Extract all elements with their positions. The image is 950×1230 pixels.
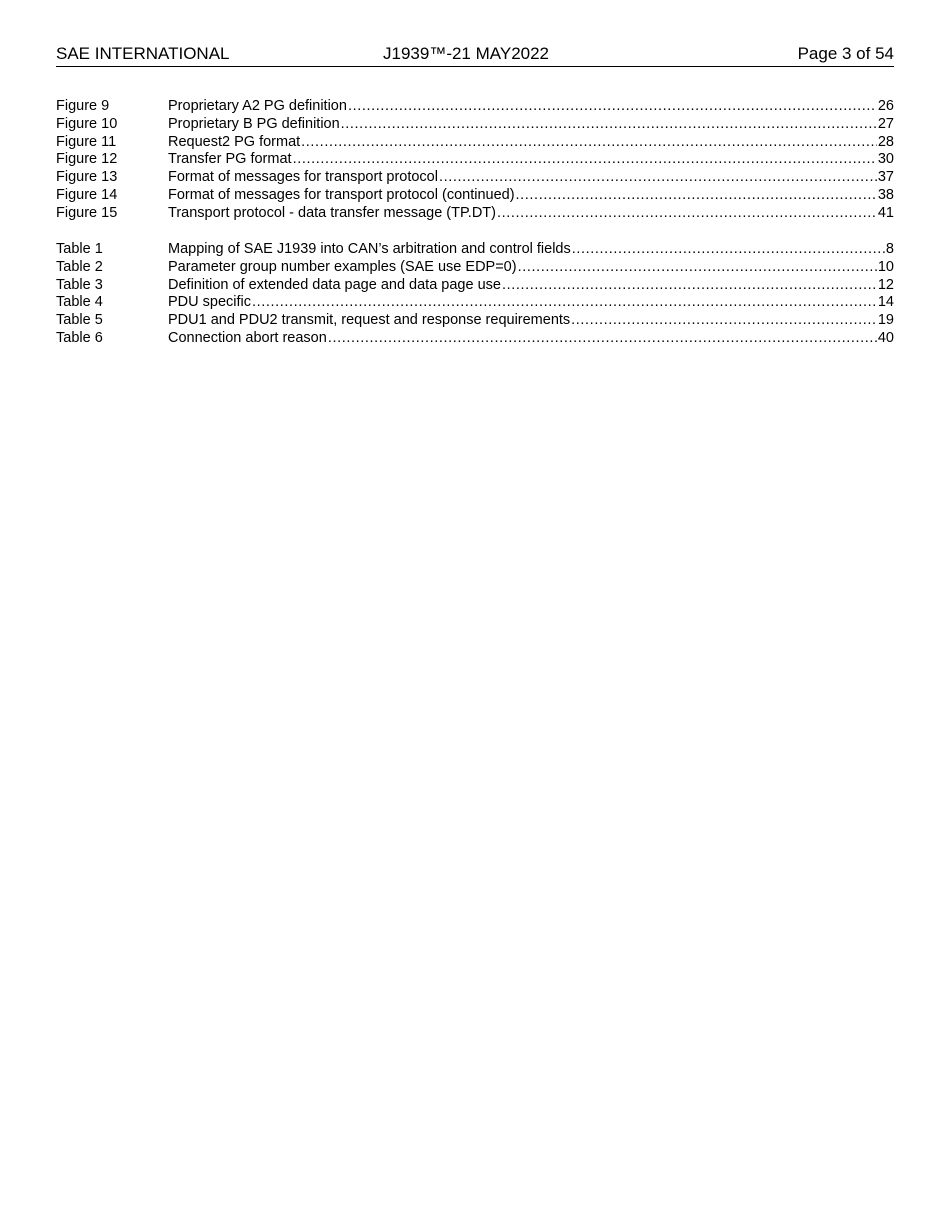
header-page-number: Page 3 of 54 — [797, 44, 894, 63]
dot-leader — [497, 205, 877, 223]
dot-leader — [439, 169, 877, 187]
dot-leader — [572, 241, 885, 259]
toc-label: Table 1 — [56, 241, 103, 257]
toc-page-number: 38 — [877, 186, 894, 203]
toc-page-number: 40 — [877, 329, 894, 346]
dot-leader — [516, 187, 877, 205]
toc-row[interactable] — [56, 294, 894, 312]
toc-row[interactable] — [56, 116, 894, 134]
toc-row[interactable] — [56, 277, 894, 295]
toc-page-number: 8 — [885, 241, 894, 257]
toc-title: Format of messages for transport protocol (continued) — [168, 186, 515, 203]
toc-title: Request2 PG format — [168, 133, 301, 150]
header-doc-id: J1939™-21 MAY2022 — [383, 44, 550, 63]
toc-page-number: 27 — [877, 115, 894, 132]
toc-row[interactable] — [56, 312, 894, 330]
toc-page-number: 37 — [877, 169, 894, 186]
toc-row[interactable] — [56, 241, 894, 259]
toc-label: Figure 9 — [56, 98, 110, 114]
toc-label: Table 2 — [56, 258, 103, 275]
toc-title: Transport protocol - data transfer message (TP.DT) — [168, 204, 496, 221]
page-header — [56, 44, 894, 67]
toc-label: Figure 10 — [56, 115, 118, 132]
toc-page-number: 28 — [877, 133, 894, 150]
list-of-figures — [56, 98, 894, 223]
toc-page-number: 19 — [877, 312, 894, 329]
toc-page-number: 30 — [877, 151, 894, 168]
toc-page-number: 14 — [877, 294, 894, 311]
toc-title: Mapping of SAE J1939 into CAN’s arbitration and control fields — [168, 241, 571, 257]
toc-title: PDU specific — [168, 294, 251, 311]
toc-page-number: 12 — [877, 276, 894, 293]
toc-row[interactable] — [56, 330, 894, 348]
dot-leader — [518, 259, 877, 277]
toc-row[interactable] — [56, 134, 894, 152]
toc-title: Parameter group number examples (SAE use EDP=0) — [168, 258, 517, 275]
toc-row[interactable] — [56, 151, 894, 169]
dot-leader — [293, 151, 877, 169]
toc-title: Proprietary A2 PG definition — [168, 98, 347, 114]
toc-page-number: 26 — [877, 98, 894, 114]
dot-leader — [348, 98, 877, 116]
dot-leader — [301, 134, 877, 152]
toc-title: Connection abort reason — [168, 329, 327, 346]
toc-row[interactable] — [56, 259, 894, 277]
toc-title: Format of messages for transport protocol — [168, 169, 438, 186]
list-of-tables — [56, 241, 894, 348]
toc-title: Definition of extended data page and data page use — [168, 276, 501, 293]
toc-row[interactable] — [56, 98, 894, 116]
dot-leader — [252, 294, 877, 312]
header-org: SAE INTERNATIONAL — [56, 44, 230, 63]
toc-title: PDU1 and PDU2 transmit, request and response requirements — [168, 312, 571, 329]
toc-page-number: 41 — [877, 204, 894, 221]
dot-leader — [502, 277, 877, 295]
toc-row[interactable] — [56, 187, 894, 205]
toc-label: Table 4 — [56, 294, 103, 311]
toc-label: Figure 15 — [56, 204, 118, 221]
toc-label: Table 5 — [56, 312, 103, 329]
toc-label: Table 3 — [56, 276, 103, 293]
toc-title: Transfer PG format — [168, 151, 292, 168]
toc-label: Figure 12 — [56, 151, 118, 168]
dot-leader — [571, 312, 877, 330]
toc-label: Figure 13 — [56, 169, 118, 186]
dot-leader — [328, 330, 877, 348]
dot-leader — [341, 116, 877, 134]
toc-label: Figure 14 — [56, 186, 118, 203]
toc-row[interactable] — [56, 169, 894, 187]
toc-label: Figure 11 — [56, 133, 117, 150]
toc-label: Table 6 — [56, 329, 103, 346]
toc-row[interactable] — [56, 205, 894, 223]
toc-title: Proprietary B PG definition — [168, 115, 340, 132]
toc-page-number: 10 — [877, 258, 894, 275]
